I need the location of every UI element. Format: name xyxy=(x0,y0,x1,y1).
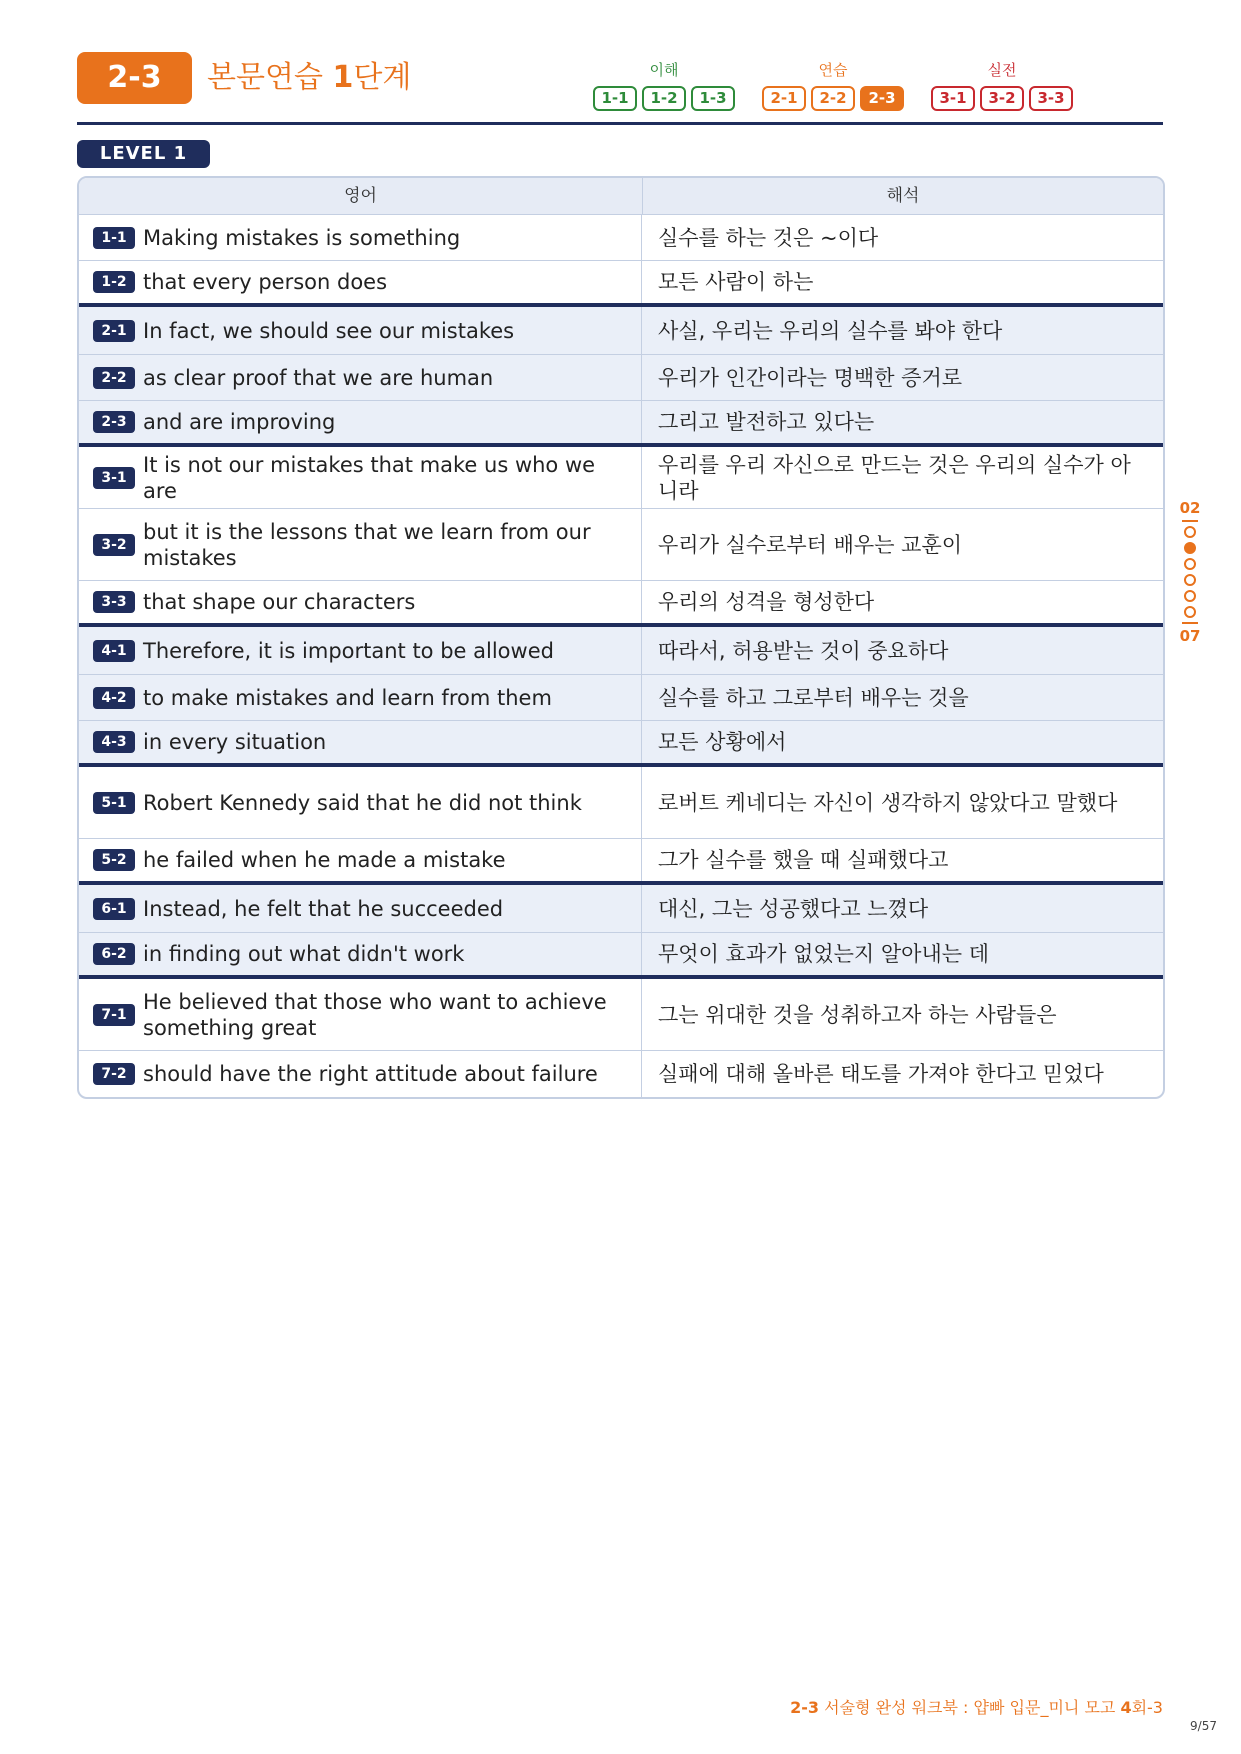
sentence-number-badge: 3-2 xyxy=(93,534,135,556)
korean-cell: 로버트 케네디는 자신이 생각하지 않았다고 말했다 xyxy=(658,790,1118,815)
english-cell xyxy=(79,839,642,881)
sentence-number-badge: 5-1 xyxy=(93,792,135,814)
step-chip-2-3-active[interactable]: 2-3 xyxy=(860,86,904,111)
english-text: to make mistakes and learn from them xyxy=(143,685,552,710)
english-cell xyxy=(79,675,642,720)
korean-cell: 실패에 대해 올바른 태도를 가져야 한다고 믿었다 xyxy=(658,1062,1104,1086)
section-dot-icon[interactable] xyxy=(1184,590,1196,602)
english-text: He believed that those who want to achieve something great xyxy=(143,989,607,1040)
korean-cell: 실수를 하는 것은 ~이다 xyxy=(658,225,879,250)
table-row xyxy=(79,215,1163,261)
table-body xyxy=(79,215,1163,1097)
table-header xyxy=(79,178,1163,215)
korean-cell: 무엇이 효과가 없었는지 알아내는 데 xyxy=(658,942,989,966)
english-text: that shape our characters xyxy=(143,590,416,614)
sentence-number-badge: 1-1 xyxy=(93,227,135,249)
english-cell xyxy=(79,979,642,1050)
sentence-number-badge: 1-2 xyxy=(93,271,135,293)
korean-cell: 우리의 성격을 형성한다 xyxy=(658,590,875,614)
table-row xyxy=(79,839,1163,885)
english-cell xyxy=(79,721,642,763)
step-group-real xyxy=(931,60,1073,111)
table-row xyxy=(79,261,1163,307)
section-dots xyxy=(1177,526,1203,618)
step-chip-2-2[interactable]: 2-2 xyxy=(811,86,855,111)
nav-bar xyxy=(1182,622,1198,624)
english-cell xyxy=(79,627,642,674)
sentence-number-badge: 3-1 xyxy=(93,467,135,489)
english-cell xyxy=(79,447,642,508)
table-row xyxy=(79,933,1163,979)
table-row xyxy=(79,1051,1163,1097)
english-cell xyxy=(79,261,642,303)
header-divider xyxy=(77,122,1163,125)
english-cell xyxy=(79,401,642,443)
step-group-practice xyxy=(762,60,904,111)
english-text: in every situation xyxy=(143,730,327,754)
table-row xyxy=(79,401,1163,447)
korean-cell: 우리가 실수로부터 배우는 교훈이 xyxy=(658,532,963,557)
step-group-label: 실전 xyxy=(987,61,1017,79)
level-badge: LEVEL 1 xyxy=(77,140,210,168)
title-step-number: 1 xyxy=(332,60,354,95)
step-chip-2-1[interactable]: 2-1 xyxy=(762,86,806,111)
section-end-label: 07 xyxy=(1179,627,1201,645)
step-chip-1-1[interactable]: 1-1 xyxy=(593,86,637,111)
sentence-number-badge: 3-3 xyxy=(93,591,135,613)
english-text: in finding out what didn't work xyxy=(143,942,465,966)
nav-bar xyxy=(1182,520,1198,522)
table-row xyxy=(79,979,1163,1051)
english-text: should have the right attitude about failure xyxy=(143,1062,598,1086)
korean-cell: 사실, 우리는 우리의 실수를 봐야 한다 xyxy=(658,318,1003,343)
english-text: as clear proof that we are human xyxy=(143,365,494,390)
table-row xyxy=(79,509,1163,581)
footer-workbook-title xyxy=(790,1695,1163,1718)
english-text: Instead, he felt that he succeeded xyxy=(143,896,504,921)
table-row xyxy=(79,447,1163,509)
table-row xyxy=(79,885,1163,933)
table-row xyxy=(79,675,1163,721)
page-header xyxy=(77,52,1163,124)
sentence-number-badge: 2-3 xyxy=(93,411,135,433)
column-header-english: 영어 xyxy=(79,178,643,214)
section-progress-nav xyxy=(1177,498,1203,646)
english-text: Making mistakes is something xyxy=(143,225,461,250)
english-cell xyxy=(79,885,642,932)
table-row xyxy=(79,721,1163,767)
english-cell xyxy=(79,509,642,580)
sentence-number-badge: 6-1 xyxy=(93,898,135,920)
korean-cell: 모든 상황에서 xyxy=(658,730,787,754)
page-number: 9/57 xyxy=(1190,1719,1217,1733)
step-chip-1-3[interactable]: 1-3 xyxy=(691,86,735,111)
section-dot-icon[interactable] xyxy=(1184,606,1196,618)
step-group-label: 이해 xyxy=(649,61,679,79)
table-row xyxy=(79,355,1163,401)
korean-cell: 대신, 그는 성공했다고 느꼈다 xyxy=(658,896,929,921)
title-part1: 본문연습 xyxy=(207,60,333,95)
english-text: It is not our mistakes that make us who we are xyxy=(143,452,596,503)
sentence-number-badge: 7-1 xyxy=(93,1004,135,1026)
step-chip-1-2[interactable]: 1-2 xyxy=(642,86,686,111)
korean-cell: 우리를 우리 자신으로 만드는 것은 우리의 실수가 아니라 xyxy=(658,452,1131,503)
english-cell xyxy=(79,1051,642,1097)
sentence-number-badge: 5-2 xyxy=(93,849,135,871)
sentence-number-badge: 4-3 xyxy=(93,731,135,753)
column-header-korean: 해석 xyxy=(886,186,920,206)
table-row xyxy=(79,767,1163,839)
english-text: Robert Kennedy said that he did not think xyxy=(143,790,582,815)
english-text: and are improving xyxy=(143,410,336,434)
sentence-number-badge: 6-2 xyxy=(93,943,135,965)
english-cell xyxy=(79,355,642,400)
page-title xyxy=(207,58,411,98)
korean-cell: 실수를 하고 그로부터 배우는 것을 xyxy=(658,685,969,710)
table-row xyxy=(79,581,1163,627)
title-part2: 단계 xyxy=(353,60,412,95)
korean-cell: 우리가 인간이라는 명백한 증거로 xyxy=(658,365,963,390)
english-cell xyxy=(79,933,642,975)
korean-cell: 그리고 발전하고 있다는 xyxy=(658,410,875,434)
korean-cell: 모든 사람이 하는 xyxy=(658,270,814,294)
english-text: In fact, we should see our mistakes xyxy=(143,318,515,343)
section-dot-icon[interactable] xyxy=(1184,558,1196,570)
english-text: he failed when he made a mistake xyxy=(143,848,506,872)
section-start-label: 02 xyxy=(1179,499,1201,517)
korean-cell: 그는 위대한 것을 성취하고자 하는 사람들은 xyxy=(658,1002,1057,1027)
step-chip-3-1[interactable]: 3-1 xyxy=(931,86,975,111)
english-text: that every person does xyxy=(143,270,388,294)
table-row xyxy=(79,627,1163,675)
korean-cell: 그가 실수를 했을 때 실패했다고 xyxy=(658,848,949,872)
step-chip-3-2[interactable]: 3-2 xyxy=(980,86,1024,111)
section-dot-icon[interactable] xyxy=(1184,574,1196,586)
section-dot-icon[interactable] xyxy=(1184,526,1196,538)
korean-cell: 따라서, 허용받는 것이 중요하다 xyxy=(658,638,949,663)
english-cell xyxy=(79,307,642,354)
footer-text-part2: 회-3 xyxy=(1131,1698,1163,1717)
section-dot-current-icon[interactable] xyxy=(1184,542,1196,554)
step-chip-3-3[interactable]: 3-3 xyxy=(1029,86,1073,111)
table-row xyxy=(79,307,1163,355)
footer-text-part1: 서술형 완성 워크북 : 얍빠 입문_미니 모고 xyxy=(819,1698,1121,1717)
footer-code: 2-3 xyxy=(790,1698,820,1717)
english-text: Therefore, it is important to be allowed xyxy=(143,638,554,663)
lesson-badge: 2-3 xyxy=(77,52,192,104)
sentence-number-badge: 2-1 xyxy=(93,320,135,342)
sentence-number-badge: 7-2 xyxy=(93,1063,135,1085)
sentence-number-badge: 4-2 xyxy=(93,687,135,709)
step-group-understand xyxy=(593,60,735,111)
translation-table xyxy=(77,176,1165,1099)
english-cell xyxy=(79,767,642,838)
english-cell xyxy=(79,581,642,623)
english-text: but it is the lessons that we learn from our mistakes xyxy=(143,519,591,570)
step-group-label: 연습 xyxy=(818,61,848,79)
sentence-number-badge: 4-1 xyxy=(93,640,135,662)
sentence-number-badge: 2-2 xyxy=(93,367,135,389)
footer-round-number: 4 xyxy=(1120,1698,1132,1717)
english-cell xyxy=(79,215,642,260)
